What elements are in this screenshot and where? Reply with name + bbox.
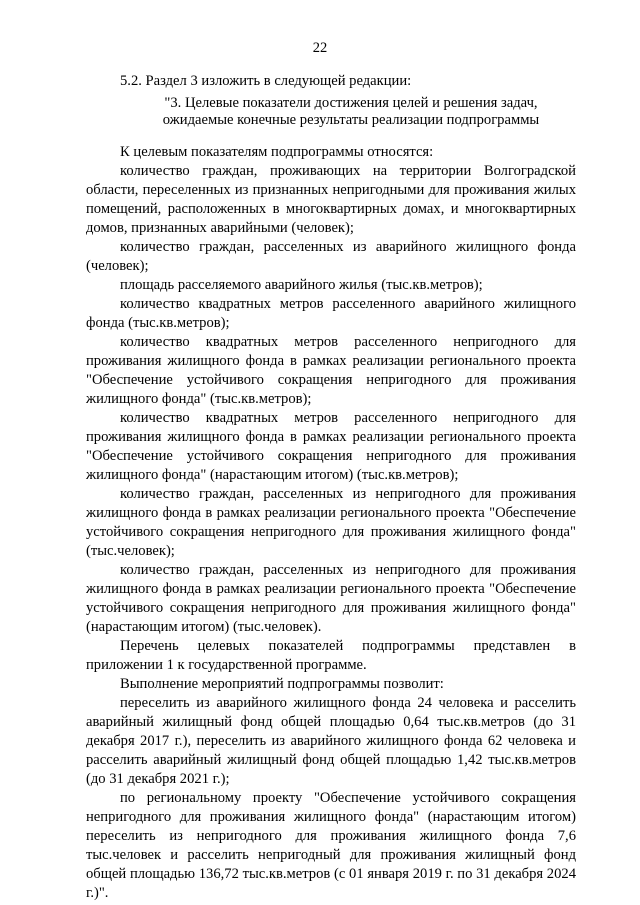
paragraph: количество граждан, расселенных из аварийного жилищного фонда (человек);	[86, 239, 576, 274]
subprogram-section-title	[86, 95, 576, 129]
title-line-1: "3. Целевые показатели достижения целей и решения задач,	[164, 95, 538, 111]
paragraph: количество квадратных метров расселенного непригодного для проживания жилищного фонда в рамках реализации регионального проекта "Обеспечение устойчивого сокращения непригодного для проживания жилищного фонда" (нарастающим итогом) (тыс.кв.метров);	[86, 410, 576, 483]
paragraph: количество граждан, расселенных из непригодного для проживания жилищного фонда в рамках реализации регионального проекта "Обеспечение устойчивого сокращения непригодного для проживания жилищного фонда" (нарастающим итогом) (тыс.человек).	[86, 562, 576, 635]
document-body	[86, 72, 576, 903]
paragraph: Выполнение мероприятий подпрограммы позволит:	[120, 676, 444, 692]
paragraph: К целевым показателям подпрограммы относятся:	[120, 144, 434, 160]
paragraph: по региональному проекту "Обеспечение устойчивого сокращения непригодного для проживания жилищного фонда" (нарастающим итогом) переселить из непригодного для проживания жилищного фонда 7,6 тыс.человек и расселить непригодный для проживания жилищный фонд общей площадью 136,72 тыс.кв.метров (с 01 января 2019 г. по 31 декабря 2024 г.)".	[86, 790, 576, 901]
paragraph: переселить из аварийного жилищного фонда 24 человека и расселить аварийный жилищный фонд общей площадью 0,64 тыс.кв.метров (до 31 декабря 2017 г.), переселить из аварийного жилищного фонда 62 человека и расселить аварийный жилищный фонд общей площадью 1,42 тыс.кв.метров (до 31 декабря 2021 г.);	[86, 695, 576, 787]
paragraph: количество граждан, проживающих на территории Волгоградской области, переселенных из признанных непригодными для проживания жилых помещений, расположенных в многоквартирных домах, и многоквартирных домов, признанных аварийными (человек);	[86, 163, 576, 236]
paragraph: количество квадратных метров расселенного непригодного для проживания жилищного фонда в рамках реализации регионального проекта "Обеспечение устойчивого сокращения непригодного для проживания жилищного фонда" (тыс.кв.метров);	[86, 334, 576, 407]
section-heading: 5.2. Раздел 3 изложить в следующей редакции:	[120, 73, 412, 89]
paragraph: площадь расселяемого аварийного жилья (тыс.кв.метров);	[120, 277, 483, 293]
page-number: 22	[312, 40, 328, 56]
title-line-2: ожидаемые конечные результаты реализации подпрограммы	[162, 112, 540, 128]
paragraph: количество квадратных метров расселенного аварийного жилищного фонда (тыс.кв.метров);	[86, 296, 576, 331]
paragraph: количество граждан, расселенных из непригодного для проживания жилищного фонда в рамках реализации регионального проекта "Обеспечение устойчивого сокращения непригодного для проживания жилищного фонда" (тыс.человек);	[86, 486, 576, 559]
paragraph: Перечень целевых показателей подпрограммы представлен в приложении 1 к государственной программе.	[86, 638, 576, 673]
